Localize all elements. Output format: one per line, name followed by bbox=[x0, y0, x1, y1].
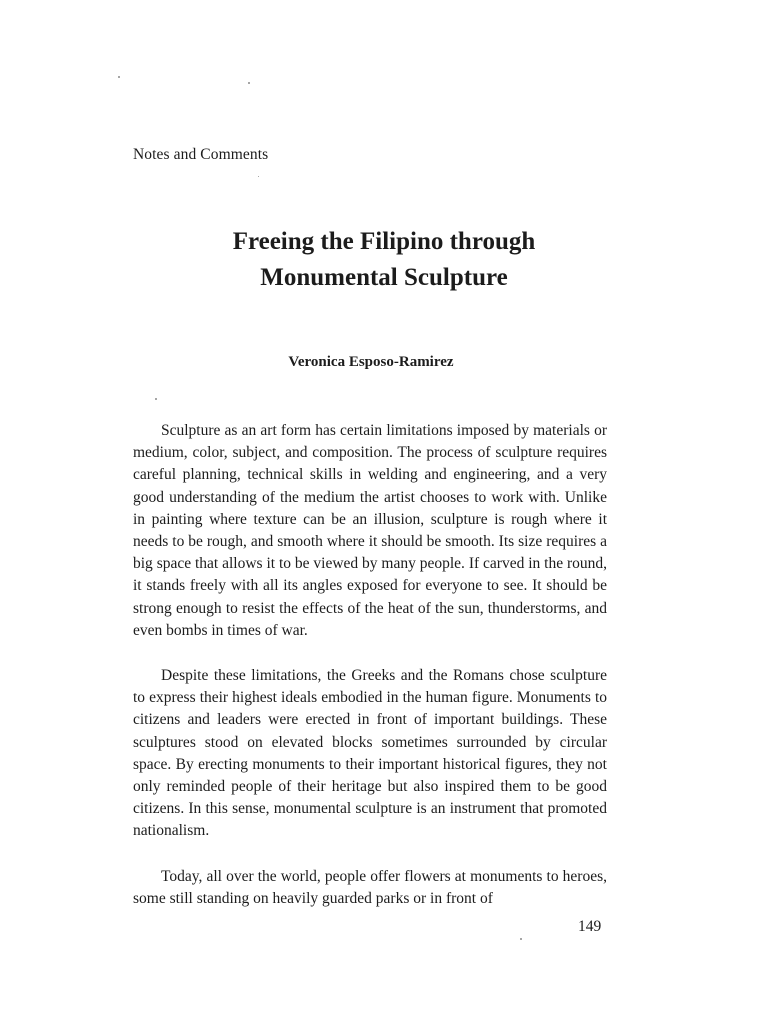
article-title-line: Freeing the Filipino through bbox=[232, 228, 536, 255]
body-paragraph: Despite these limitations, the Greeks and the Romans chose sculpture to express their highest ideals embodied in the human figure. Monuments to citizens and leaders were erected in front of important buildings. These sculptures stood on elevated blocks sometimes surrounded by circular space. By erecting monuments to their important historical figures, they not only reminded people of their heritage but also inspired them to be good citizens. In this sense, monumental sculpture is an instrument that promoted nationalism. bbox=[133, 667, 607, 840]
body-paragraph: Today, all over the world, people offer flowers at monuments to heroes, some still standing on heavily guarded parks or in front of bbox=[133, 867, 607, 907]
scan-speck bbox=[258, 176, 259, 177]
page-number: 149 bbox=[578, 918, 602, 935]
scan-speck bbox=[248, 82, 250, 84]
section-label: Notes and Comments bbox=[133, 146, 269, 163]
body-paragraph: Sculpture as an art form has certain limitations imposed by materials or medium, color, subject, and composition. The process of sculpture requires careful planning, technical skills in welding and engineering, and a very good understanding of the medium the artist chooses to work with. Unlike in painting where texture can be an illusion, sculpture is rough where it needs to be rough, and smooth where it should be smooth. Its size requires a big space that allows it to be viewed by many people. If carved in the round, it stands freely with all its angles exposed for everyone to see. It should be strong enough to resist the effects of the heat of the sun, thunderstorms, and even bombs in times of war. bbox=[133, 422, 607, 639]
scan-speck bbox=[118, 76, 120, 78]
article-body bbox=[133, 420, 607, 933]
scan-speck bbox=[155, 398, 157, 400]
article-title bbox=[0, 224, 768, 296]
article-title-line: Monumental Sculpture bbox=[260, 264, 508, 291]
article-author: Veronica Esposo-Ramirez bbox=[288, 354, 454, 370]
scan-speck bbox=[520, 938, 522, 940]
